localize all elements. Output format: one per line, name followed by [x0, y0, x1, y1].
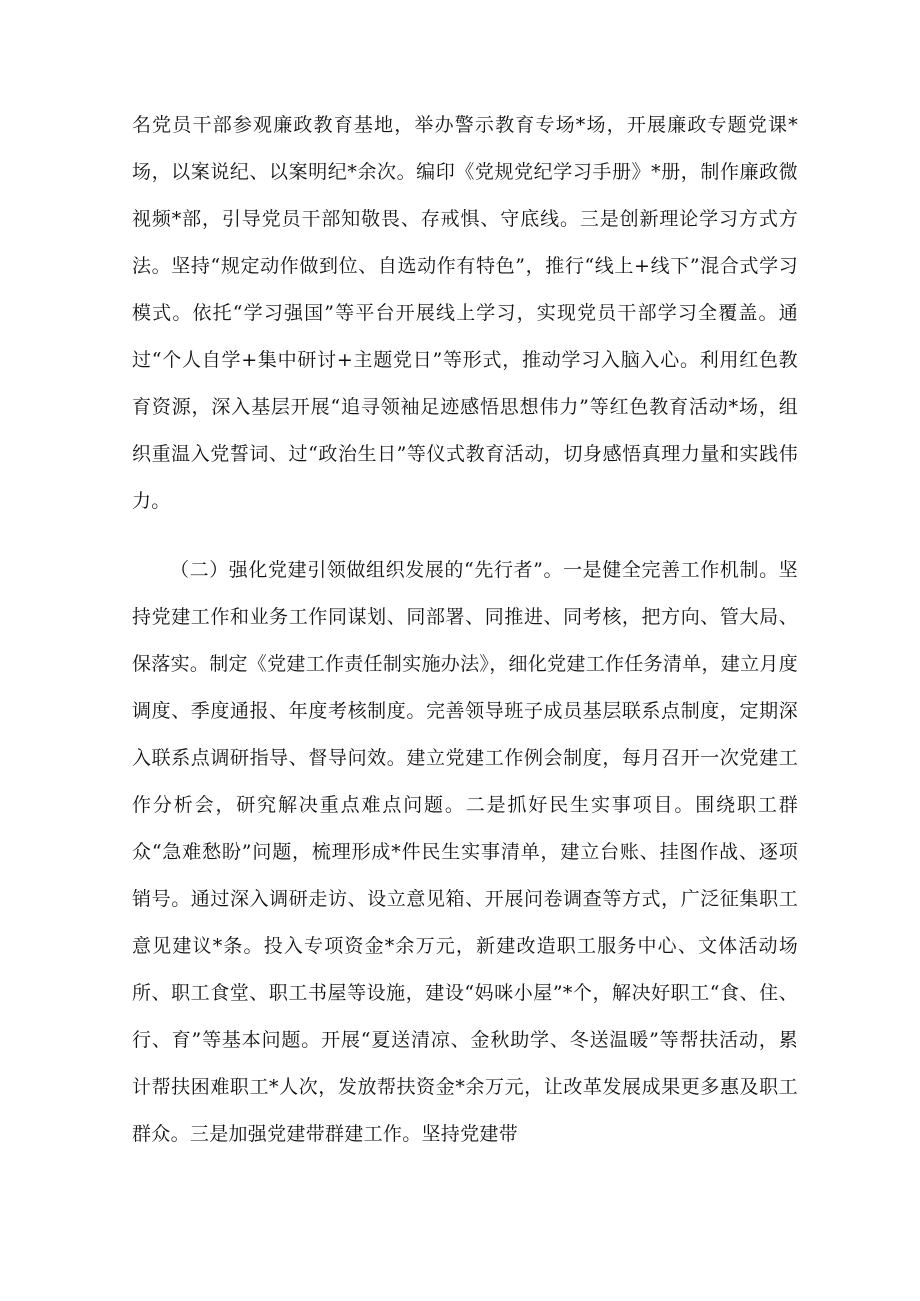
paragraph-section-two: （二）强化党建引领做组织发展的“先行者”。一是健全完善工作机制。坚持党建工作和业务工作同谋划、同部署、同推进、同考核，把方向、管大局、保落实。制定《党建工作责任制实施办法》，细化党建工作任务清单，建立月度调度、季度通报、年度考核制度。完善领导班子成员基层联系点制度，定期深入联系点调研指导、督导问效。建立党建工作例会制度，每月召开一次党建工作分析会，研究解决重点难点问题。二是抓好民生实事项目。围绕职工群众“急难愁盼”问题，梳理形成*件民生实事清单，建立台账、挂图作战、逐项销号。通过深入调研走访、设立意见箱、开展问卷调查等方式，广泛征集职工意见建议*条。投入专项资金*余万元，新建改造职工服务中心、文体活动场所、职工食堂、职工书屋等设施，建设“妈咪小屋”*个，解决好职工“食、住、行、育”等基本问题。开展“夏送清凉、金秋助学、冬送温暖”等帮扶活动，累计帮扶困难职工*人次，发放帮扶资金*余万元，让改革发展成果更多惠及职工群众。三是加强党建带群建工作。坚持党建带	[132, 559, 799, 1145]
body-text-section-two	[132, 547, 798, 1158]
body-text-continued	[132, 102, 798, 525]
paragraph-continuation: 名党员干部参观廉政教育基地，举办警示教育专场*场，开展廉政专题党课*场，以案说纪、以案明纪*余次。编印《党规党纪学习手册》*册，制作廉政微视频*部，引导党员干部知敬畏、存戒惧、守底线。三是创新理论学习方式方法。坚持“规定动作做到位、自选动作有特色”，推行“线上+线下”混合式学习模式。依托“学习强国”等平台开展线上学习，实现党员干部学习全覆盖。通过“个人自学+集中研讨+主题党日”等形式，推动学习入脑入心。利用红色教育资源，深入基层开展“追寻领袖足迹感悟思想伟力”等红色教育活动*场，组织重温入党誓词、过“政治生日”等仪式教育活动，切身感悟真理力量和实践伟力。	[132, 114, 798, 512]
